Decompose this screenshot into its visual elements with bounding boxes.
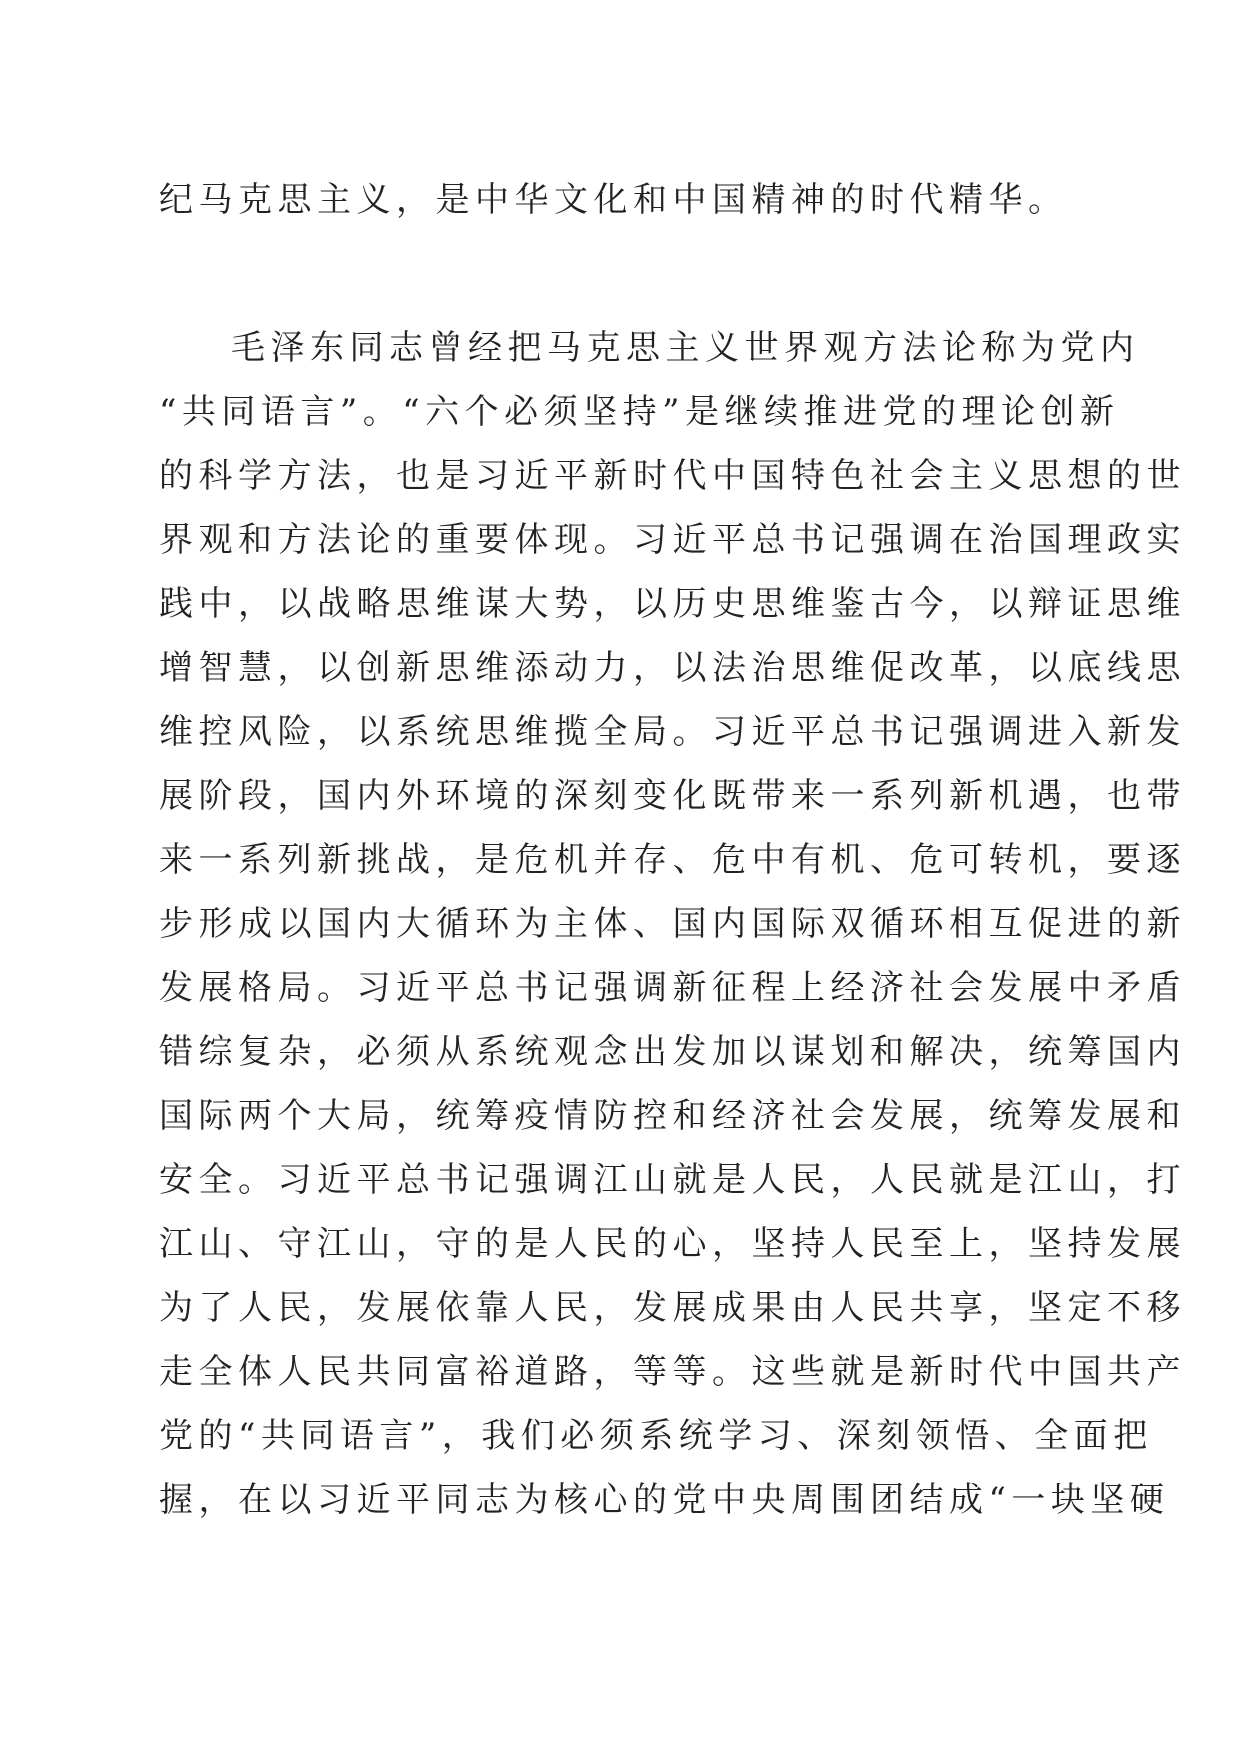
text-line: 握，在以习近平同志为核心的党中央周围团结成“一块坚硬 — [159, 1480, 1170, 1520]
text-line: 来一系列新挑战，是危机并存、危中有机、危可转机，要逐 — [159, 840, 1186, 880]
text-line: 党的“共同语言”，我们必须系统学习、深刻领悟、全面把 — [159, 1416, 1153, 1456]
text-line: 增智慧，以创新思维添动力，以法治思维促改革，以底线思 — [159, 648, 1186, 688]
text-line: 的科学方法，也是习近平新时代中国特色社会主义思想的世 — [159, 456, 1186, 496]
text-line: 发展格局。习近平总书记强调新征程上经济社会发展中矛盾 — [159, 968, 1186, 1008]
text-line: 界观和方法论的重要体现。习近平总书记强调在治国理政实 — [159, 520, 1186, 560]
text-line: 维控风险，以系统思维揽全局。习近平总书记强调进入新发 — [159, 712, 1186, 752]
text-line: 展阶段，国内外环境的深刻变化既带来一系列新机遇，也带 — [159, 776, 1186, 816]
text-line: 江山、守江山，守的是人民的心，坚持人民至上，坚持发展 — [159, 1224, 1186, 1264]
text-line: 错综复杂，必须从系统观念出发加以谋划和解决，统筹国内 — [159, 1032, 1186, 1072]
text-line: “共同语言”。“六个必须坚持”是继续推进党的理论创新 — [159, 392, 1120, 432]
text-line: 践中，以战略思维谋大势，以历史思维鉴古今，以辩证思维 — [159, 584, 1186, 624]
text-line: 走全体人民共同富裕道路，等等。这些就是新时代中国共产 — [159, 1352, 1186, 1392]
text-line: 安全。习近平总书记强调江山就是人民，人民就是江山，打 — [159, 1160, 1186, 1200]
paragraph-main — [159, 316, 1186, 1532]
text-line: 国际两个大局，统筹疫情防控和经济社会发展，统筹发展和 — [159, 1096, 1186, 1136]
text-line: 纪马克思主义，是中华文化和中国精神的时代精华。 — [159, 180, 1068, 220]
text-line: 为了人民，发展依靠人民，发展成果由人民共享，坚定不移 — [159, 1288, 1186, 1328]
text-line: 毛泽东同志曾经把马克思主义世界观方法论称为党内 — [231, 328, 1140, 368]
text-line: 步形成以国内大循环为主体、国内国际双循环相互促进的新 — [159, 904, 1186, 944]
paragraph-continuation — [159, 168, 1089, 232]
